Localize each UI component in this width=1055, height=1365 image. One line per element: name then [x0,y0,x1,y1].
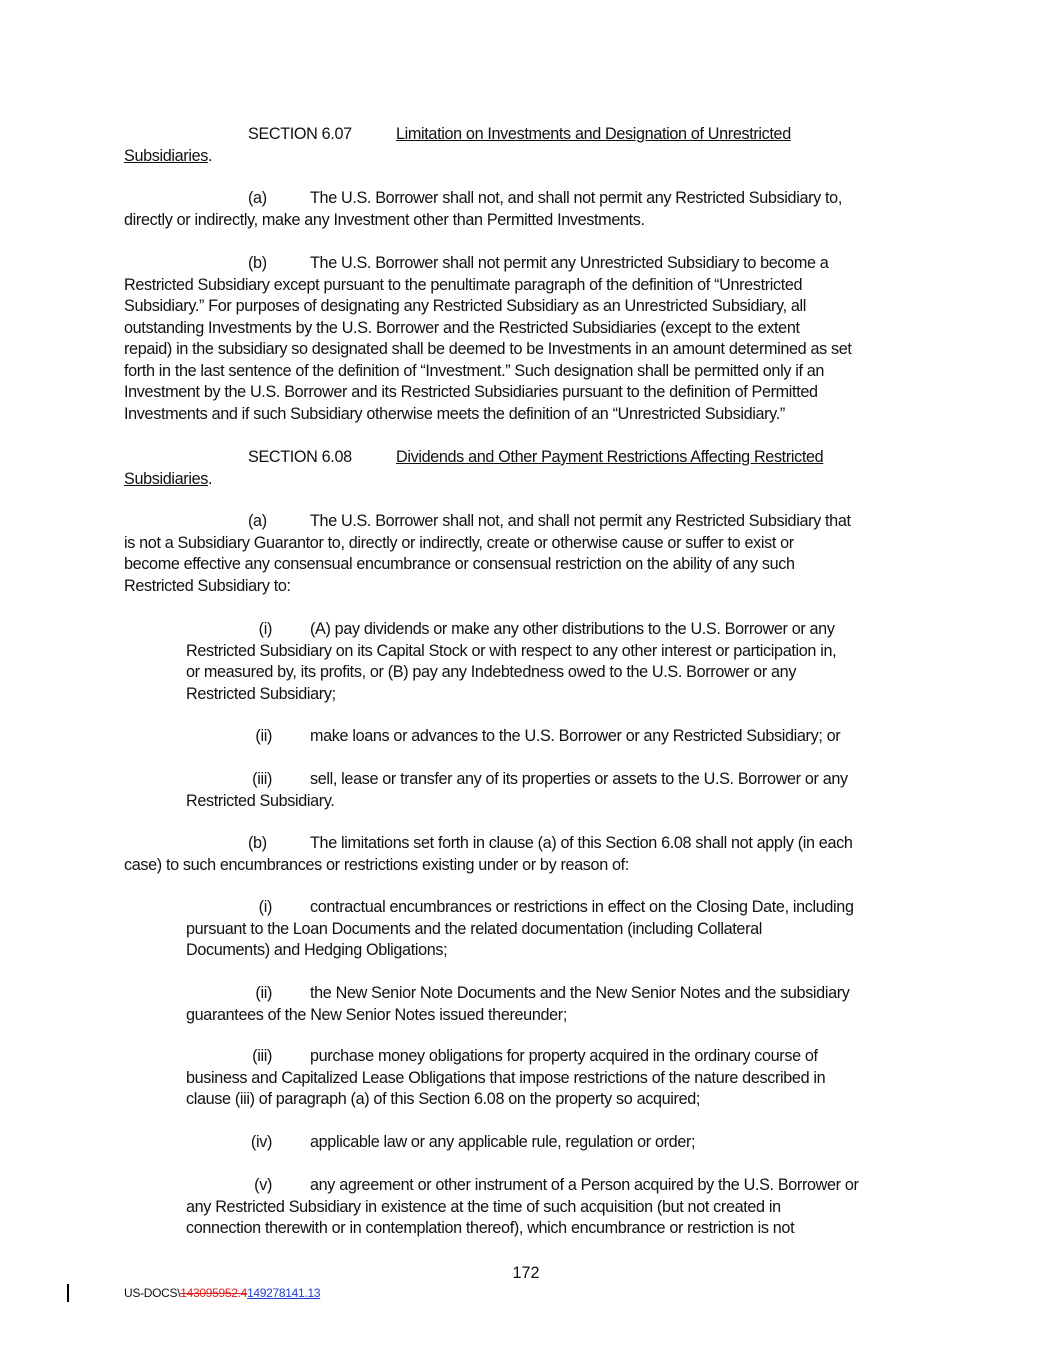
paragraph-line: Restricted Subsidiary to: [124,576,291,595]
paragraph-line: connection therewith or in contemplation thereof), which encumbrance or restriction is not [186,1219,795,1237]
clause-label: (iv) [250,1133,272,1151]
paragraph-line: guarantees of the New Senior Notes issued thereunder; [186,1005,567,1024]
paragraph-line: Restricted Subsidiary; [186,684,336,703]
section-title-cont: Subsidiaries [124,469,208,488]
paragraph-line: The U.S. Borrower shall not, and shall not permit any Restricted Subsidiary that [310,512,851,530]
paragraph-6-08-b [124,833,934,876]
clause-label: (i) [258,898,272,916]
subclause-b-ii [186,983,934,1026]
subclause-a-iii [186,769,934,812]
clause-label: (i) [258,620,272,638]
clause-label: (a) [248,512,267,530]
paragraph-line: The U.S. Borrower shall not, and shall not permit any Restricted Subsidiary to, [310,189,842,207]
paragraph-line: pursuant to the Loan Documents and the related documentation (including Collateral [186,919,763,938]
clause-label: (iii) [252,770,272,788]
paragraph-line: repaid) in the subsidiary so designated shall be deemed to be Investments in an amount determined as set [124,340,852,358]
paragraph-line: Restricted Subsidiary. [186,791,335,810]
clause-label: (a) [248,189,267,207]
paragraph-6-07-b [124,253,934,425]
paragraph-line: any Restricted Subsidiary in existence at the time of such acquisition (but not created in [186,1197,781,1216]
footer-prefix: US-DOCS\ [124,1286,181,1300]
paragraph-line: purchase money obligations for property acquired in the ordinary course of [310,1047,818,1065]
clause-label: (v) [254,1176,272,1194]
clause-label: (b) [248,254,267,272]
clause-label: (ii) [255,984,272,1002]
subclause-a-i [186,619,934,705]
subclause-b-iii [186,1046,934,1111]
paragraph-line: Restricted Subsidiary except pursuant to the penultimate paragraph of the definition of “Unrestricted [124,275,803,294]
paragraph-line: is not a Subsidiary Guarantor to, directly or indirectly, create or otherwise cause or suffer to exist or [124,533,794,552]
paragraph-line: make loans or advances to the U.S. Borrower or any Restricted Subsidiary; or [310,727,841,745]
clause-label: (iii) [252,1047,272,1065]
paragraph-line: The U.S. Borrower shall not permit any Unrestricted Subsidiary to become a [310,254,829,272]
paragraph-line: become effective any consensual encumbrance or consensual restriction on the ability of any such [124,555,795,573]
subclause-a-ii [186,726,934,748]
footer-deleted-id: 143095952.4 [180,1286,248,1300]
paragraph-line: The limitations set forth in clause (a) of this Section 6.08 shall not apply (in each [310,834,853,852]
paragraph-line: Investments and if such Subsidiary otherwise meets the definition of an “Unrestricted Subsidiary.” [124,404,785,423]
revision-change-bar [67,1284,69,1302]
paragraph-line: case) to such encumbrances or restrictions existing under or by reason of: [124,855,629,874]
clause-label: (b) [248,834,267,852]
paragraph-line: contractual encumbrances or restrictions in effect on the Closing Date, including [310,898,854,916]
section-title: Limitation on Investments and Designation of Unrestricted [396,125,791,143]
paragraph-line: clause (iii) of paragraph (a) of this Section 6.08 on the property so acquired; [186,1090,701,1108]
paragraph-line: (A) pay dividends or make any other distributions to the U.S. Borrower or any [310,620,835,638]
paragraph-line: outstanding Investments by the U.S. Borrower and the Restricted Subsidiaries (except to the extent [124,318,800,337]
paragraph-line: business and Capitalized Lease Obligations that impose restrictions of the nature described in [186,1068,826,1087]
paragraph-line: applicable law or any applicable rule, regulation or order; [310,1133,696,1151]
paragraph-line: Investment by the U.S. Borrower and its Restricted Subsidiaries pursuant to the definition of Permitted [124,383,818,401]
paragraph-6-07-a [124,188,934,231]
section-number: SECTION 6.08 [248,448,352,466]
section-title-cont: Subsidiaries [124,146,208,165]
document-footer-id [124,1286,320,1300]
section-6-08-heading: SECTION 6.08 Dividends and Other Payment Restrictions Affecting Restricted Subsidiaries. [124,448,824,488]
paragraph-line: forth in the last sentence of the definition of “Investment.” Such designation shall be permitted only if an [124,361,825,380]
paragraph-line: Subsidiary.” For purposes of designating any Restricted Subsidiary as an Unrestricted Subsidiary, all [124,297,807,315]
paragraph-line: the New Senior Note Documents and the New Senior Notes and the subsidiary [310,984,850,1002]
page-number: 172 [512,1264,540,1282]
paragraph-line: or measured by, its profits, or (B) pay any Indebtedness owed to the U.S. Borrower or any [186,663,797,681]
clause-label: (ii) [255,727,272,745]
footer-inserted-id: 149278141.13 [247,1286,321,1300]
paragraph-line: Restricted Subsidiary on its Capital Stock or with respect to any other interest or participation in, [186,641,837,660]
paragraph-6-08-a [124,511,934,597]
section-6-07-heading: SECTION 6.07 Limitation on Investments and Designation of Unrestricted Subsidiaries. [124,125,791,165]
paragraph-line: any agreement or other instrument of a Person acquired by the U.S. Borrower or [310,1176,859,1194]
section-number: SECTION 6.07 [248,125,352,143]
section-title: Dividends and Other Payment Restrictions Affecting Restricted [396,448,824,466]
subclause-b-v [186,1175,934,1240]
paragraph-line: directly or indirectly, make any Investment other than Permitted Investments. [124,210,645,229]
subclause-b-i [186,897,934,962]
paragraph-line: sell, lease or transfer any of its properties or assets to the U.S. Borrower or any [310,770,848,788]
subclause-b-iv [186,1132,934,1154]
paragraph-line: Documents) and Hedging Obligations; [186,941,448,959]
